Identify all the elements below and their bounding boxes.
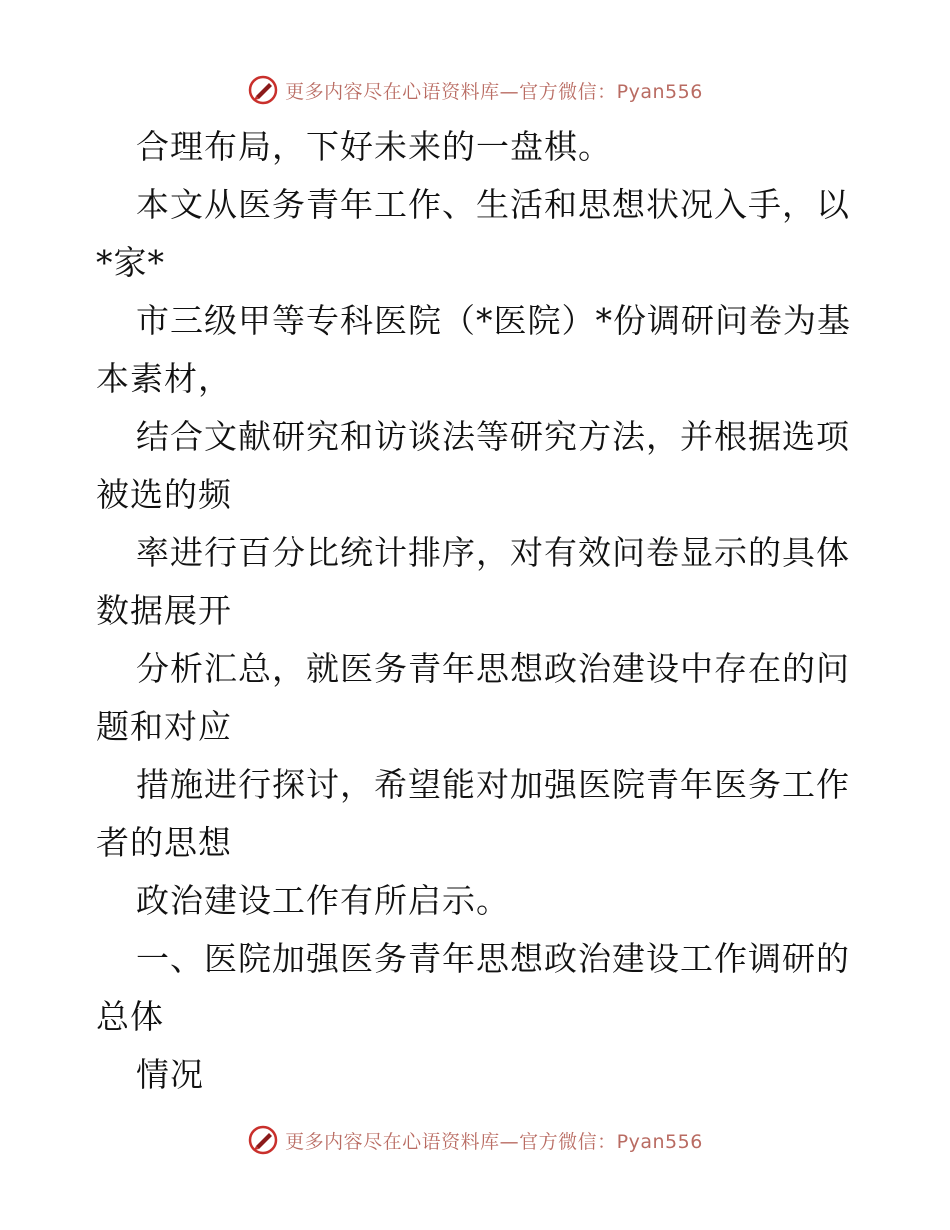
text-line: 本文从医务青年工作、生活和思想状况入手，以	[136, 185, 850, 224]
text-line: 政治建设工作有所启示。	[136, 881, 510, 920]
header-watermark	[0, 70, 950, 110]
text-line: 结合文献研究和访谈法等研究方法，并根据选项	[136, 417, 850, 456]
document-body	[96, 118, 856, 1104]
text-line: 本素材，	[96, 359, 232, 398]
text-line: 分析汇总，就医务青年思想政治建设中存在的问	[136, 649, 850, 688]
text-line: 题和对应	[96, 707, 232, 746]
watermark-text: 更多内容尽在心语资料库—官方微信：Pyan556	[285, 80, 703, 103]
text-line: 合理布局，下好未来的一盘棋。	[136, 127, 612, 166]
text-line: 数据展开	[96, 591, 232, 630]
pen-logo-icon	[247, 74, 279, 106]
text-line: 措施进行探讨，希望能对加强医院青年医务工作	[136, 765, 850, 804]
text-line: 市三级甲等专科医院（*医院）*份调研问卷为基	[136, 301, 851, 340]
section-heading-cont: 情况	[136, 1055, 204, 1094]
footer-watermark	[0, 1120, 950, 1160]
text-line: 率进行百分比统计排序，对有效问卷显示的具体	[136, 533, 850, 572]
watermark-text: 更多内容尽在心语资料库—官方微信：Pyan556	[285, 1130, 703, 1153]
pen-logo-icon	[247, 1124, 279, 1156]
text-line: *家*	[96, 243, 165, 282]
section-heading-cont: 总体	[96, 997, 164, 1036]
section-heading: 一、医院加强医务青年思想政治建设工作调研的	[136, 939, 850, 978]
text-line: 者的思想	[96, 823, 232, 862]
text-line: 被选的频	[96, 475, 232, 514]
